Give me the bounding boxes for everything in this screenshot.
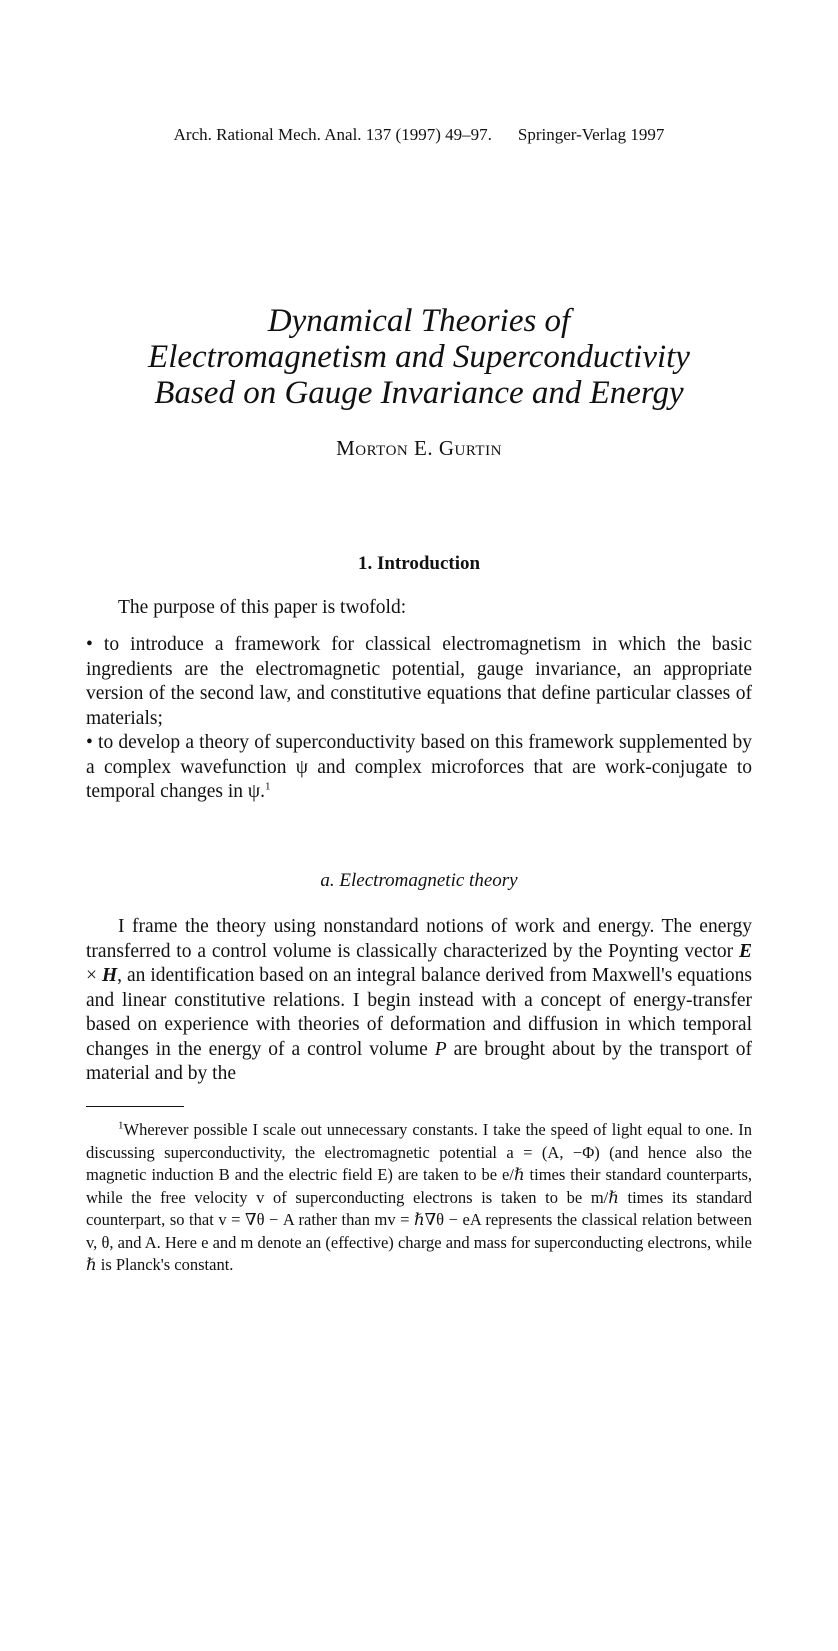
title-line-2: Electromagnetism and Superconductivity — [148, 339, 690, 375]
journal-header — [0, 125, 838, 145]
bullet-item-1: • to introduce a framework for classical electromagnetism in which the basic ingredients are the electromagnetic potential, gauge invariance, an appropriate version of the second law, and constitutive equations that define particular classes of materials; — [86, 634, 752, 729]
bullet-item-2: • to develop a theory of superconductivity based on this framework supplemented by a complex wavefunction ψ and complex microforces that are work-conjugate to temporal changes in ψ.$^1$ — [86, 732, 752, 802]
body-paragraph: I frame the theory using nonstandard notions of work and energy. The energy transferred to a control volume is classically characterized by the Poynting vector E × H, an identification based on an integral balance derived from Maxwell's equations and linear constitutive relations. I begin instead with a concept of energy-transfer based on experience with theories of deformation and diffusion in which temporal changes in the energy of a control volume P are brought about by the transport of material and by the — [86, 916, 753, 1084]
paper-title — [0, 303, 838, 411]
control-volume-symbol: P — [434, 1038, 447, 1060]
journal-citation: Arch. Rational Mech. Anal. 137 (1997) 49–97. — [173, 125, 492, 144]
vector-h: H — [101, 965, 118, 986]
subsection-heading: a. Electromagnetic theory — [320, 870, 518, 891]
title-line-3: Based on Gauge Invariance and Energy — [154, 375, 684, 411]
section-heading: 1. Introduction — [357, 553, 481, 574]
title-line-1: Dynamical Theories of — [267, 303, 571, 339]
vector-e: E — [738, 940, 752, 962]
intro-sentence: The purpose of this paper is twofold: — [118, 597, 407, 618]
footnote — [86, 1119, 752, 1277]
bullet-list — [86, 633, 752, 805]
publisher: Springer-Verlag 1997 — [517, 125, 665, 144]
footnote-mark: 1 — [118, 1119, 124, 1132]
footnote-ref: 1 — [265, 780, 271, 793]
footnote-text: Wherever possible I scale out unnecessary constants. I take the speed of light equal to one. In discussing superconductivity, the electromagnetic potential a = (A, −Φ) (and hence also the magnetic induction B and the electric field E) are taken to be e/ℏ times their standard counterparts, while the free velocity v of superconducting electrons is taken to be m/ℏ times its standard counterpart, so that v = ∇θ − A rather than mv = ℏ∇θ − eA represents the classical relation between v, θ, and A. Here e and m denote an (effective) charge and mass for superconducting electrons, while ℏ is Planck's constant. — [86, 1120, 752, 1274]
footnote-rule — [86, 1106, 184, 1107]
author-name: Morton E. Gurtin — [336, 436, 502, 460]
